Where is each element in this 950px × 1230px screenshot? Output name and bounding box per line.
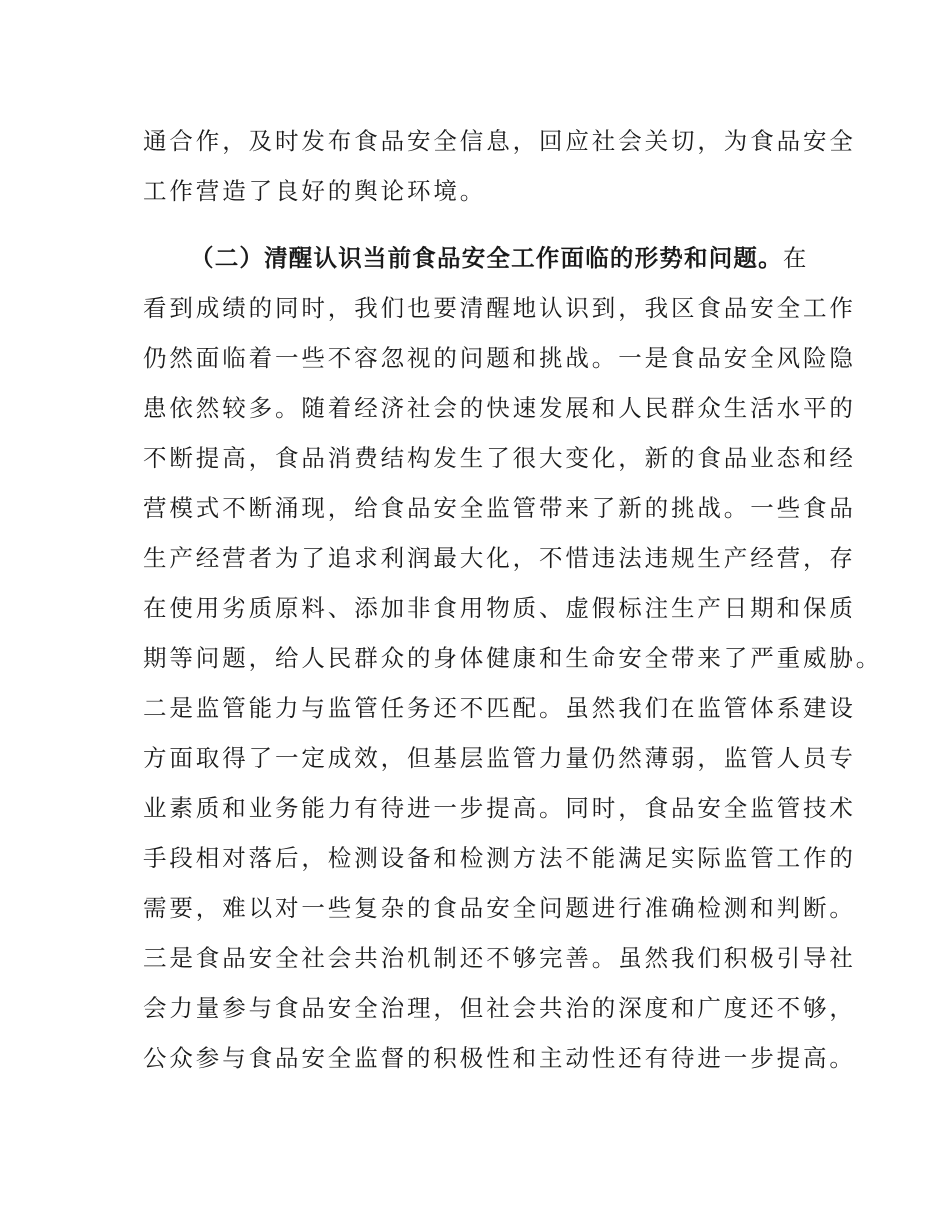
- text-line: 生产经营者为了追求利润最大化，不惜违法违规生产经营，存: [143, 544, 856, 572]
- text-line: 工作营造了良好的舆论环境。: [143, 177, 487, 205]
- text-line: 业素质和业务能力有待进一步提高。同时，食品安全监管技术: [143, 794, 856, 822]
- text-line-tail: 在: [782, 244, 810, 272]
- text-line: 在使用劣质原料、添加非食用物质、虚假标注生产日期和保质: [143, 594, 856, 622]
- text-line: 公众参与食品安全监督的积极性和主动性还有待进一步提高。: [143, 1044, 856, 1072]
- text-line: 三是食品安全社会共治机制还不够完善。虽然我们积极引导社: [143, 944, 856, 972]
- text-line: 患依然较多。随着经济社会的快速发展和人民群众生活水平的: [143, 394, 856, 422]
- text-line: 手段相对落后，检测设备和检测方法不能满足实际监管工作的: [143, 844, 856, 872]
- text-line: 二是监管能力与监管任务还不匹配。虽然我们在监管体系建设: [143, 694, 856, 722]
- text-line: 不断提高，食品消费结构发生了很大变化，新的食品业态和经: [143, 444, 856, 472]
- text-line: 期等问题，给人民群众的身体健康和生命安全带来了严重威胁。: [143, 644, 883, 672]
- text-line: 需要，难以对一些复杂的食品安全问题进行准确检测和判断。: [143, 894, 856, 922]
- text-line: 仍然面临着一些不容忽视的问题和挑战。一是食品安全风险隐: [143, 344, 856, 372]
- text-line: 会力量参与食品安全治理，但社会共治的深度和广度还不够，: [143, 994, 856, 1022]
- text-line: 通合作，及时发布食品安全信息，回应社会关切，为食品安全: [143, 127, 856, 155]
- text-line: 方面取得了一定成效，但基层监管力量仍然薄弱，监管人员专: [143, 744, 856, 772]
- text-line: 看到成绩的同时，我们也要清醒地认识到，我区食品安全工作: [143, 294, 856, 322]
- text-line: 营模式不断涌现，给食品安全监管带来了新的挑战。一些食品: [143, 494, 856, 522]
- paragraph-heading-line: [190, 242, 809, 274]
- section-heading: （二）清醒认识当前食品安全工作面临的形势和问题。: [190, 244, 783, 272]
